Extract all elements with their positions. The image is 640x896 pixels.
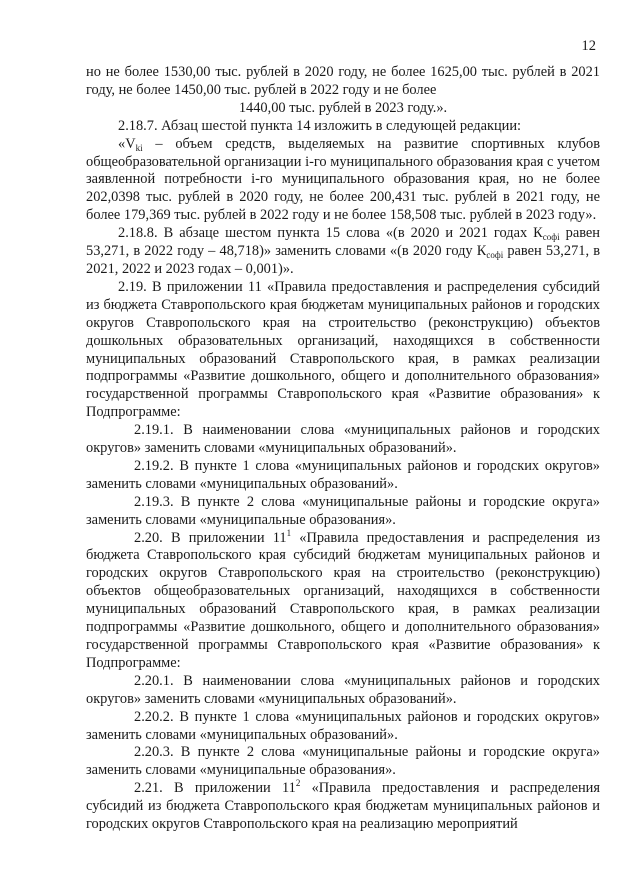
paragraph-2-19: 2.19. В приложении 11 «Правила предоставления и распределения субсидий из бюджета Ставропольского края бюджетам муниципальных районов и городских округов Ставропольского края на строительство (реконструкцию) объектов дошкольных образовательных организаций, находящихся в собственности муниципальных образований Ставропольского края, в рамках реализации подпрограммы «Развитие дошкольного, общего и дополнительного образования» государственной программы Ставропольского края «Развитие образования» к Подпрограмме: (86, 278, 600, 421)
appendix-superscript-2: 2 (295, 778, 301, 789)
page-number: 12 (581, 38, 596, 54)
p-2-21-part-a: 2.21. В приложении 11 (134, 780, 296, 797)
paragraph-2-20 (86, 527, 601, 673)
paragraph-2-21 (86, 780, 600, 834)
kcofi-subscript-1: софі (542, 232, 560, 243)
paragraph-2-20-1: 2.20.1. В наименовании слова «муниципальных районов и городских округов» заменить словами «муниципальных образований». (86, 672, 600, 707)
vki-text: – объем средств, выделяемых на развитие спортивных клубов общеобразовательной организации i-го муниципального образования края с учетом заявленной потребности i-го муниципального образования края, но не более 202,0398 тыс. рублей в 2020 году, не более 200,431 тыс. рублей в 2021 году, не более 179,369 тыс. рублей в 2022 году и не более 158,508 тыс. рублей в 2023 году». (86, 135, 600, 224)
paragraph-2-20-2: 2.20.2. В пункте 1 слова «муниципальных районов и городских округов» заменить словами «муниципальных образований». (86, 708, 600, 743)
paragraph-2-19-3: 2.19.3. В пункте 2 слова «муниципальные районы и городские округа» заменить словами «муниципальные образования». (86, 493, 600, 528)
paragraph-2-18-7: 2.18.7. Абзац шестой пункта 14 изложить в следующей редакции: (118, 117, 522, 134)
paragraph-2-18-8 (86, 225, 600, 279)
paragraph-2-20-3: 2.20.3. В пункте 2 слова «муниципальные районы и городские округа» заменить словами «муниципальные образования». (86, 744, 600, 779)
p-2-21-part-b: «Правила предоставления и распределения субсидий из бюджета Ставропольского края бюджетам муниципальных районов и городских округов Ставропольского края на реализацию мероприятий (86, 780, 601, 833)
p-2-18-8-part-c: равен 53,271, в 2021, 2022 и 2023 годах – 0,001)». (86, 243, 600, 277)
p-2-18-8-part-b: равен 53,271, в 2022 году – 48,718)» заменить словами «(в 2020 году К (86, 225, 601, 260)
paragraph-continuation: но не более 1530,00 тыс. рублей в 2020 году, не более 1625,00 тыс. рублей в 2021 году, не более 1450,00 тыс. рублей в 2022 году и не более (86, 64, 600, 98)
p-2-20-part-a: 2.20. В приложении 11 (134, 529, 287, 546)
vki-subscript: ki (135, 142, 143, 153)
paragraph-2-19-2: 2.19.2. В пункте 1 слова «муниципальных районов и городских округов» заменить словами «муниципальных образований». (86, 457, 600, 492)
p-2-18-8-part-a: 2.18.8. В абзаце шестом пункта 15 слова «(в 2020 и 2021 годах К (118, 225, 543, 242)
paragraph-2-19-1: 2.19.1. В наименовании слова «муниципальных районов и городских округов» заменить словами «муниципальных образований». (86, 422, 600, 457)
kcofi-subscript-2: софі (486, 250, 504, 261)
vki-lead: «V (118, 135, 136, 152)
paragraph-vki-definition (86, 136, 600, 226)
p-2-20-part-b: «Правила предоставления и распределения из бюджета Ставропольского края субсидий бюджетам муниципальных районов и городских округов Ставропольского края на строительство (реконструкцию) объектов общеобразовательных организаций, находящихся в собственности муниципальных образований Ставропольского края, в рамках реализации подпрограммы «Развитие дошкольного, общего и дополнительного образования» государственной программы Ставропольского края «Развитие образования» к Подпрограмме: (86, 529, 601, 671)
paragraph-continuation-end: 1440,00 тыс. рублей в 2023 году.». (238, 99, 448, 116)
appendix-superscript-1: 1 (286, 527, 292, 538)
document-body (86, 64, 600, 834)
